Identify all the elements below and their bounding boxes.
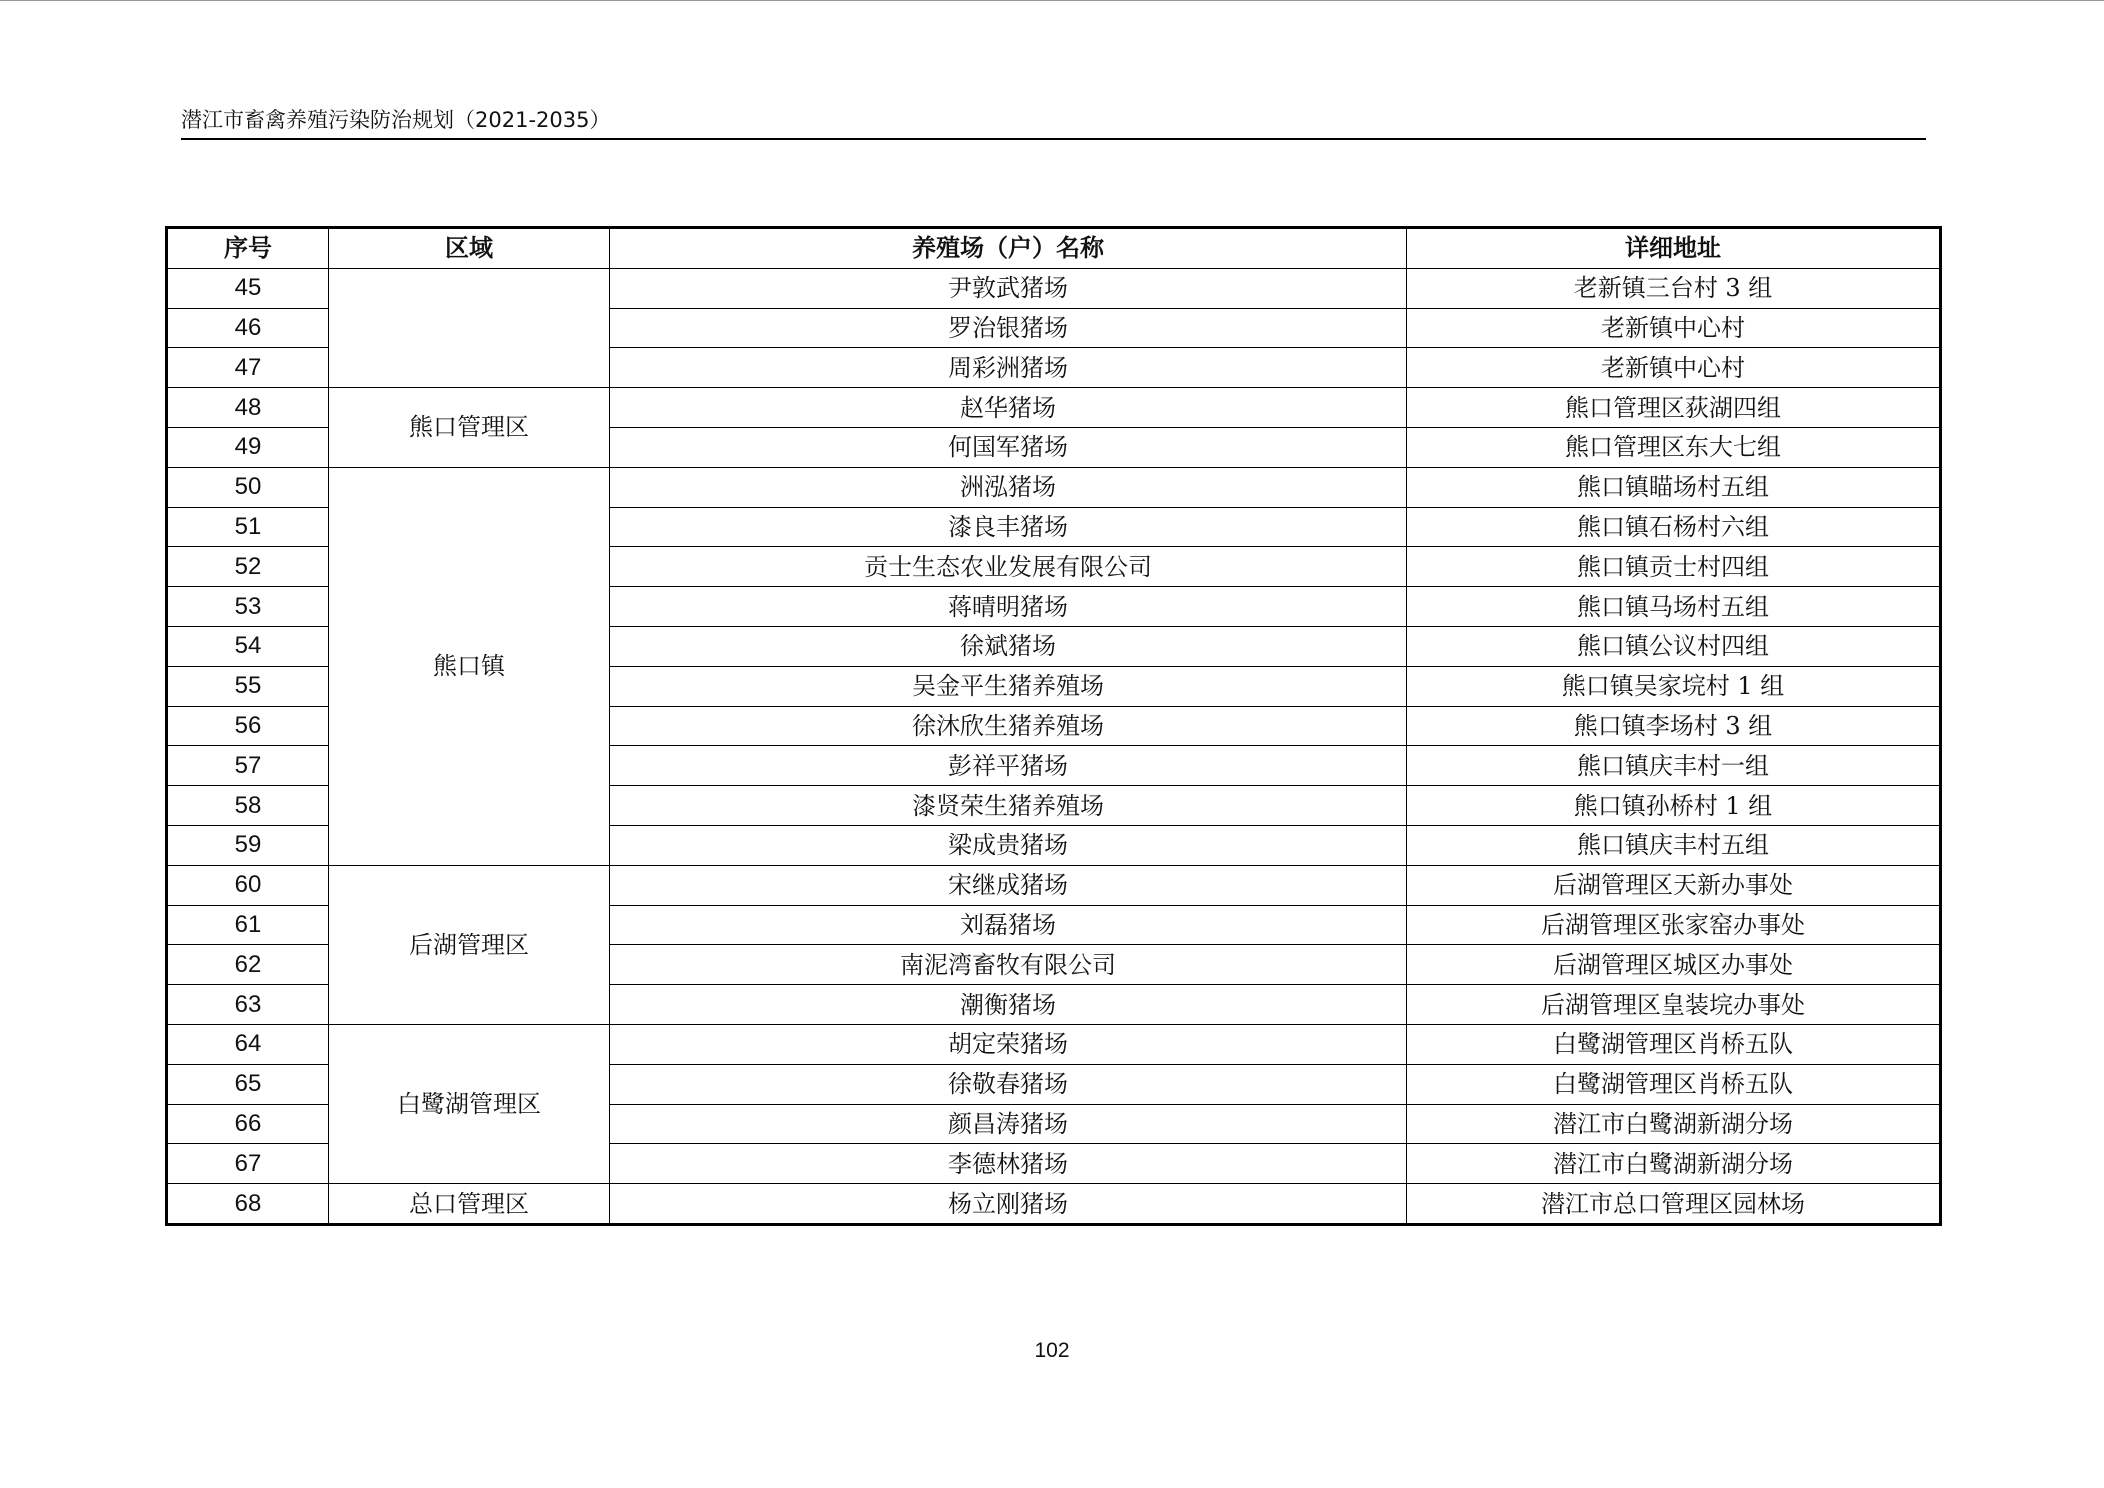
farm-name-cell: 潮衡猪场 — [610, 985, 1407, 1025]
row-number-cell: 68 — [167, 1184, 329, 1225]
row-number-cell: 49 — [167, 427, 329, 467]
farm-name-cell: 徐沐欣生猪养殖场 — [610, 706, 1407, 746]
row-number-cell: 55 — [167, 666, 329, 706]
address-cell: 熊口镇瞄场村五组 — [1407, 467, 1941, 507]
row-number-cell: 59 — [167, 825, 329, 865]
address-cell: 熊口镇石杨村六组 — [1407, 507, 1941, 547]
row-number-cell: 45 — [167, 268, 329, 308]
address-cell: 熊口镇吴家垸村 1 组 — [1407, 666, 1941, 706]
farm-list-table — [165, 226, 1942, 1226]
address-cell: 后湖管理区天新办事处 — [1407, 865, 1941, 905]
farm-name-cell: 周彩洲猪场 — [610, 348, 1407, 388]
row-number-cell: 54 — [167, 626, 329, 666]
row-number-cell: 62 — [167, 945, 329, 985]
column-header-address: 详细地址 — [1407, 228, 1941, 269]
row-number-cell: 67 — [167, 1144, 329, 1184]
page-number: 102 — [1034, 1339, 1070, 1362]
row-number-cell: 50 — [167, 467, 329, 507]
region-cell: 白鹭湖管理区 — [329, 1024, 610, 1183]
farm-name-cell: 李德林猪场 — [610, 1144, 1407, 1184]
region-cell: 后湖管理区 — [329, 865, 610, 1024]
address-cell: 白鹭湖管理区肖桥五队 — [1407, 1064, 1941, 1104]
table-row — [167, 467, 1941, 507]
address-cell: 熊口镇贡士村四组 — [1407, 547, 1941, 587]
farm-name-cell: 漆良丰猪场 — [610, 507, 1407, 547]
farm-name-cell: 彭祥平猪场 — [610, 746, 1407, 786]
document-header-title: 潜江市畜禽养殖污染防治规划（2021-2035） — [181, 108, 611, 132]
address-cell: 熊口管理区东大七组 — [1407, 427, 1941, 467]
row-number-cell: 56 — [167, 706, 329, 746]
farm-name-cell: 刘磊猪场 — [610, 905, 1407, 945]
farm-name-cell: 赵华猪场 — [610, 388, 1407, 428]
row-number-cell: 48 — [167, 388, 329, 428]
farm-name-cell: 蒋晴明猪场 — [610, 587, 1407, 627]
column-header-name: 养殖场（户）名称 — [610, 228, 1407, 269]
table-row — [167, 1024, 1941, 1064]
column-header-region: 区域 — [329, 228, 610, 269]
row-number-cell: 47 — [167, 348, 329, 388]
farm-name-cell: 漆贤荣生猪养殖场 — [610, 786, 1407, 826]
address-cell: 熊口管理区荻湖四组 — [1407, 388, 1941, 428]
header-rule — [181, 138, 1926, 140]
address-cell: 熊口镇庆丰村一组 — [1407, 746, 1941, 786]
row-number-cell: 66 — [167, 1104, 329, 1144]
row-number-cell: 51 — [167, 507, 329, 547]
address-cell: 熊口镇庆丰村五组 — [1407, 825, 1941, 865]
farm-name-cell: 梁成贵猪场 — [610, 825, 1407, 865]
row-number-cell: 60 — [167, 865, 329, 905]
address-cell: 后湖管理区皇装垸办事处 — [1407, 985, 1941, 1025]
address-cell: 老新镇三台村 3 组 — [1407, 268, 1941, 308]
region-cell: 熊口镇 — [329, 467, 610, 865]
address-cell: 潜江市白鹭湖新湖分场 — [1407, 1144, 1941, 1184]
region-cell — [329, 268, 610, 387]
address-cell: 老新镇中心村 — [1407, 308, 1941, 348]
address-cell: 老新镇中心村 — [1407, 348, 1941, 388]
address-cell: 后湖管理区张家窑办事处 — [1407, 905, 1941, 945]
farm-name-cell: 南泥湾畜牧有限公司 — [610, 945, 1407, 985]
address-cell: 潜江市白鹭湖新湖分场 — [1407, 1104, 1941, 1144]
farm-name-cell: 罗治银猪场 — [610, 308, 1407, 348]
table-header-row — [167, 228, 1941, 269]
row-number-cell: 64 — [167, 1024, 329, 1064]
address-cell: 熊口镇马场村五组 — [1407, 587, 1941, 627]
row-number-cell: 46 — [167, 308, 329, 348]
farm-name-cell: 洲泓猪场 — [610, 467, 1407, 507]
row-number-cell: 58 — [167, 786, 329, 826]
row-number-cell: 52 — [167, 547, 329, 587]
row-number-cell: 61 — [167, 905, 329, 945]
row-number-cell: 57 — [167, 746, 329, 786]
farm-name-cell: 何国军猪场 — [610, 427, 1407, 467]
region-cell: 总口管理区 — [329, 1184, 610, 1225]
address-cell: 熊口镇李场村 3 组 — [1407, 706, 1941, 746]
address-cell: 白鹭湖管理区肖桥五队 — [1407, 1024, 1941, 1064]
table-row — [167, 865, 1941, 905]
table-row — [167, 268, 1941, 308]
table-row — [167, 1184, 1941, 1225]
farm-name-cell: 颜昌涛猪场 — [610, 1104, 1407, 1144]
row-number-cell: 53 — [167, 587, 329, 627]
table-row — [167, 388, 1941, 428]
region-cell: 熊口管理区 — [329, 388, 610, 468]
top-border-line — [0, 0, 2104, 1]
column-header-no: 序号 — [167, 228, 329, 269]
farm-name-cell: 宋继成猪场 — [610, 865, 1407, 905]
address-cell: 熊口镇公议村四组 — [1407, 626, 1941, 666]
table-body — [167, 268, 1941, 1224]
farm-name-cell: 吴金平生猪养殖场 — [610, 666, 1407, 706]
address-cell: 潜江市总口管理区园林场 — [1407, 1184, 1941, 1225]
farm-name-cell: 杨立刚猪场 — [610, 1184, 1407, 1225]
row-number-cell: 65 — [167, 1064, 329, 1104]
farm-name-cell: 尹敦武猪场 — [610, 268, 1407, 308]
address-cell: 熊口镇孙桥村 1 组 — [1407, 786, 1941, 826]
farm-name-cell: 胡定荣猪场 — [610, 1024, 1407, 1064]
farm-name-cell: 贡士生态农业发展有限公司 — [610, 547, 1407, 587]
row-number-cell: 63 — [167, 985, 329, 1025]
farm-name-cell: 徐敬春猪场 — [610, 1064, 1407, 1104]
farm-name-cell: 徐斌猪场 — [610, 626, 1407, 666]
address-cell: 后湖管理区城区办事处 — [1407, 945, 1941, 985]
